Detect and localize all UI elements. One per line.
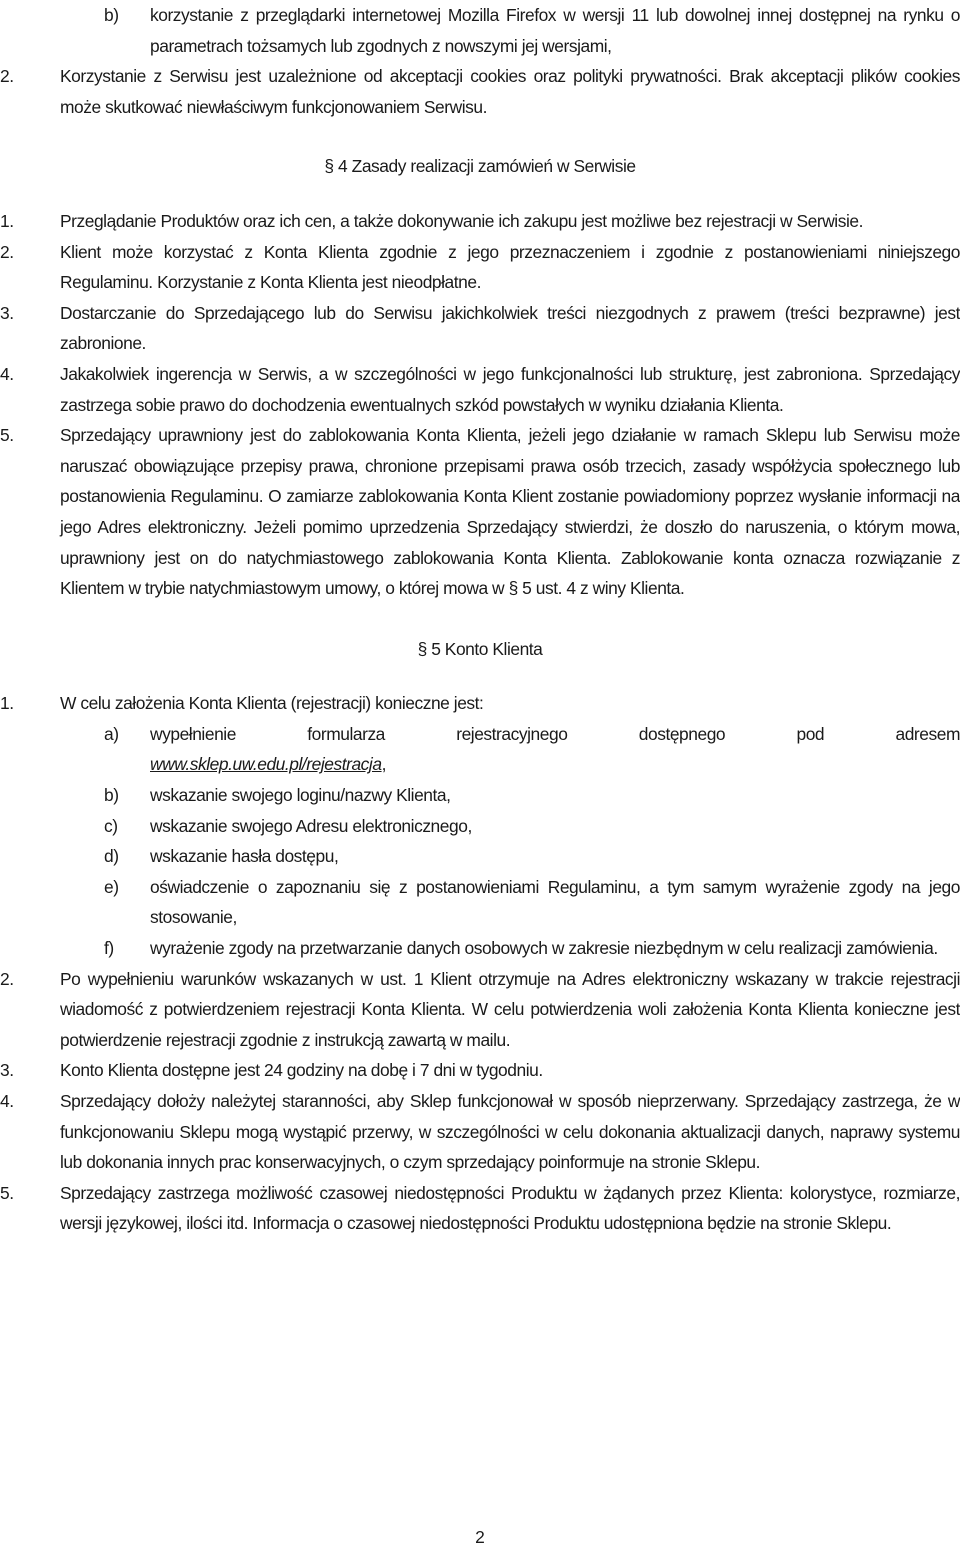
- section-symbol: §: [324, 156, 334, 177]
- paragraph-number: 2.: [0, 66, 14, 87]
- numbered-paragraph: [0, 964, 960, 1056]
- paragraph-text: Dostarczanie do Sprzedającego lub do Serwisu jakichkolwiek treści niezgodnych z prawem (treści bezprawne) jest zabronione.: [60, 302, 960, 354]
- paragraph-text: Po wypełnieniu warunków wskazanych w ust. 1 Klient otrzymuje na Adres elektroniczny wskazany w trakcie rejestracji wiadomość z potwierdzeniem rejestracji Konta Klienta. W celu potwierdzenia woli założenia Konta Klienta konieczne jest potwierdzenie rejestracji zgodnie z instrukcją zawartą w mailu.: [60, 968, 960, 1050]
- list-item: [0, 719, 960, 780]
- list-item-label: f): [104, 938, 114, 959]
- list-item-label: b): [104, 785, 119, 806]
- list-item-label: d): [104, 846, 119, 867]
- paragraph-number: 1.: [0, 693, 14, 714]
- paragraph-number: 5.: [0, 425, 14, 446]
- list-item-text: wyrażenie zgody na przetwarzanie danych osobowych w zakresie niezbędnym w celu realizacji zamówienia.: [150, 938, 938, 959]
- list-item-text: oświadczenie o zapoznaniu się z postanowieniami Regulaminu, a tym samym wyrażenie zgody na jego stosowanie,: [150, 876, 960, 928]
- numbered-paragraph: [0, 237, 960, 298]
- list-item: [0, 780, 960, 811]
- list-item: [0, 811, 960, 842]
- page-number: 2: [475, 1527, 485, 1547]
- list-item-text: wskazanie swojego Adresu elektronicznego,: [150, 815, 472, 836]
- paragraph-text: Klient może korzystać z Konta Klienta zgodnie z jego przeznaczeniem i zgodnie z postanowieniami niniejszego Regulaminu. Korzystanie z Konta Klienta jest nieodpłatne.: [60, 241, 960, 293]
- numbered-paragraph: [0, 359, 960, 420]
- list-item-label: c): [104, 815, 118, 836]
- numbered-paragraph: [0, 1178, 960, 1239]
- list-item-text: wypełnienie formularza rejestracyjnego dostępnego pod adresem: [150, 723, 960, 744]
- paragraph-text: Jakakolwiek ingerencja w Serwis, a w szczególności w jego funkcjonalności lub strukturę, jest zabroniona. Sprzedający zastrzega sobie prawo do dochodzenia ewentualnych szkód powstałych w wyniku działania Klienta.: [60, 363, 960, 415]
- list-item-label: b): [104, 5, 119, 25]
- list-item: [0, 0, 960, 61]
- numbered-paragraph: [0, 1086, 960, 1178]
- numbered-paragraph: [0, 420, 960, 604]
- section-symbol: §: [417, 638, 427, 659]
- section-heading: [0, 151, 960, 182]
- numbered-paragraph: [0, 61, 960, 122]
- numbered-paragraph: [0, 688, 960, 719]
- paragraph-number: 4.: [0, 1091, 14, 1111]
- paragraph-text: Przeglądanie Produktów oraz ich cen, a także dokonywanie ich zakupu jest możliwe bez rejestracji w Serwisie.: [60, 210, 863, 231]
- paragraph-text: Konto Klienta dostępne jest 24 godziny na dobę i 7 dni w tygodniu.: [60, 1060, 543, 1081]
- paragraph-text: Korzystanie z Serwisu jest uzależnione od akceptacji cookies oraz polityki prywatności. Brak akceptacji plików cookies może skutkować niewłaściwym funkcjonowaniem Serwisu.: [60, 66, 960, 117]
- registration-link[interactable]: www.sklep.uw.edu.pl/rejestracja: [150, 754, 382, 775]
- list-item-text: wskazanie hasła dostępu,: [150, 846, 339, 867]
- section-heading: [0, 634, 960, 665]
- paragraph-number: 1.: [0, 210, 14, 231]
- section-title: 4 Zasady realizacji zamówień w Serwisie: [338, 156, 636, 177]
- section-title: 5 Konto Klienta: [431, 638, 543, 659]
- paragraph-text: Sprzedający dołoży należytej staranności, aby Sklep funkcjonował w sposób nieprzerwany. Sprzedający zastrzega, że w funkcjonowaniu Sklepu mogą wystąpić przerwy, w szczególności w celu dokonania aktualizacji danych, naprawy systemu lub dokonania innych prac konserwacyjnych, o czym sprzedający poinformuje na stronie Sklepu.: [60, 1091, 960, 1173]
- paragraph-number: 3.: [0, 1060, 14, 1081]
- list-item: [0, 933, 960, 964]
- paragraph-number: 2.: [0, 968, 14, 989]
- paragraph-text: Sprzedający uprawniony jest do zablokowania Konta Klienta, jeżeli jego działanie w ramach Sklepu lub Serwisu może naruszać obowiązujące przepisy prawa, chronione przepisami prawa osób trzecich, zasady współżycia społecznego lub postanowienia Regulaminu. O zamiarze zablokowania Konta Klient zostanie powiadomiony poprzez wysłanie informacji na jego Adres elektroniczny. Jeżeli pomimo uprzedzenia Sprzedający stwierdzi, że doszło do naruszenia, o którym mowa, uprawniony jest on do natychmiastowego zablokowania Konta Klienta. Zablokowanie konta oznacza rozwiązanie z Klientem w trybie natychmiastowym umowy, o której mowa w: [60, 425, 960, 599]
- paragraph-text: 5 ust. 4 z winy Klienta.: [517, 578, 685, 599]
- list-item-suffix: ,: [381, 754, 386, 775]
- list-item-text: korzystanie z przeglądarki internetowej Mozilla Firefox w wersji 11 lub dowolnej innej dostępnej na rynku o parametrach tożsamych lub zgodnych z nowszymi jej wersjami,: [150, 5, 960, 56]
- paragraph-number: 5.: [0, 1182, 14, 1203]
- numbered-paragraph: [0, 1055, 960, 1086]
- list-item-label: a): [104, 723, 119, 744]
- section-symbol: §: [508, 578, 518, 599]
- list-item-label: e): [104, 876, 119, 897]
- paragraph-text: W celu założenia Konta Klienta (rejestracji) konieczne jest:: [60, 693, 484, 714]
- numbered-paragraph: [0, 206, 960, 237]
- list-item-text: wskazanie swojego loginu/nazwy Klienta,: [150, 785, 451, 806]
- paragraph-number: 2.: [0, 241, 14, 262]
- list-item: [0, 872, 960, 933]
- paragraph-number: 3.: [0, 302, 14, 323]
- paragraph-text: Sprzedający zastrzega możliwość czasowej niedostępności Produktu w żądanych przez Klienta: kolorystyce, rozmiarze, wersji językowej, ilości itd. Informacja o czasowej niedostępności Produktu udostępniona będzie na stronie Sklepu.: [60, 1182, 960, 1234]
- list-item: [0, 841, 960, 872]
- numbered-paragraph: [0, 298, 960, 359]
- paragraph-number: 4.: [0, 363, 14, 384]
